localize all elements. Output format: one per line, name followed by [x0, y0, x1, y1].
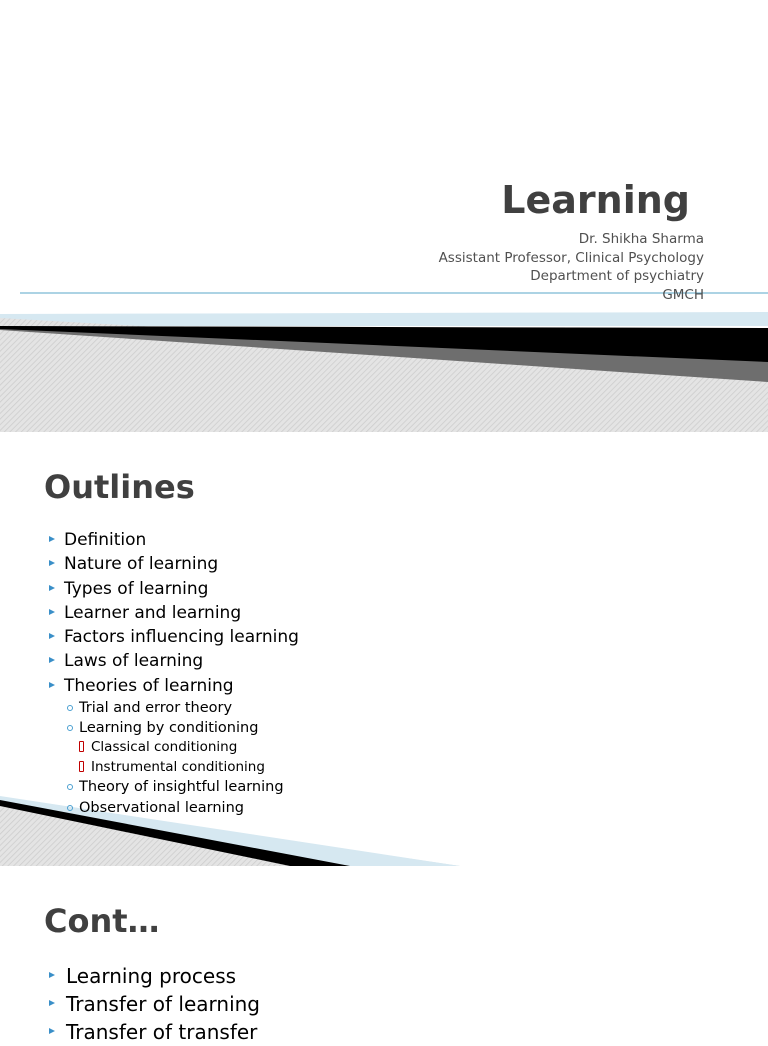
list-item: Theories of learning Trial and error theory Learning by conditioning Classical conditioning Instrumental conditioning Theory of insightful learning Observational learning — [48, 674, 299, 818]
triangle-bullet-icon — [49, 585, 55, 591]
triangle-bullet-icon — [49, 1000, 55, 1006]
presenter-department: Department of psychiatry — [530, 268, 704, 284]
title-slide — [0, 0, 768, 432]
circle-bullet-icon — [67, 784, 73, 790]
conditioning-list — [63, 738, 299, 777]
circle-bullet-icon — [67, 705, 73, 711]
list-item: Trial and error theory — [48, 698, 299, 718]
list-item: Learner and learning — [48, 601, 299, 625]
list-item: Transfer of learning — [48, 990, 260, 1018]
presenter-institution: GMCH — [662, 286, 704, 303]
list-item: Nature of learning — [48, 552, 299, 576]
list-item: Observational learning — [48, 798, 299, 818]
presenter-info — [439, 230, 704, 304]
light-blue-band — [0, 312, 768, 326]
triangle-bullet-icon — [49, 633, 55, 639]
presentation-title: Learning — [501, 178, 690, 222]
triangle-bullet-icon — [49, 1028, 55, 1034]
circle-bullet-icon — [67, 805, 73, 811]
list-item: Theory of insightful learning — [48, 777, 299, 797]
triangle-bullet-icon — [49, 657, 55, 663]
list-item: Learning process — [48, 962, 260, 990]
list-item: Transfer of transfer — [48, 1018, 260, 1046]
triangle-bullet-icon — [49, 682, 55, 688]
continuation-list — [48, 962, 260, 1046]
triangle-bullet-icon — [49, 972, 55, 978]
circle-bullet-icon — [67, 725, 73, 731]
triangle-bullet-icon — [49, 560, 55, 566]
theories-list — [48, 698, 299, 818]
list-item: Instrumental conditioning — [63, 758, 299, 778]
square-bullet-icon — [79, 761, 84, 772]
list-item: Learning by conditioning Classical conditioning Instrumental conditioning — [48, 718, 299, 777]
presenter-position: Assistant Professor, Clinical Psychology — [438, 249, 704, 266]
presenter-name: Dr. Shikha Sharma — [578, 231, 704, 247]
list-item: Factors influencing learning — [48, 625, 299, 649]
triangle-bullet-icon — [49, 609, 55, 615]
square-bullet-icon — [79, 741, 84, 752]
triangle-bullet-icon — [49, 536, 55, 542]
list-item: Classical conditioning — [63, 738, 299, 758]
slide-title: Outlines — [44, 468, 195, 506]
continuation-slide — [0, 866, 768, 1044]
list-item: Definition — [48, 528, 299, 552]
list-item: Types of learning — [48, 577, 299, 601]
outline-list — [48, 528, 299, 818]
list-item: Laws of learning — [48, 649, 299, 673]
slide-title: Cont… — [44, 902, 160, 940]
outlines-slide — [0, 432, 768, 866]
